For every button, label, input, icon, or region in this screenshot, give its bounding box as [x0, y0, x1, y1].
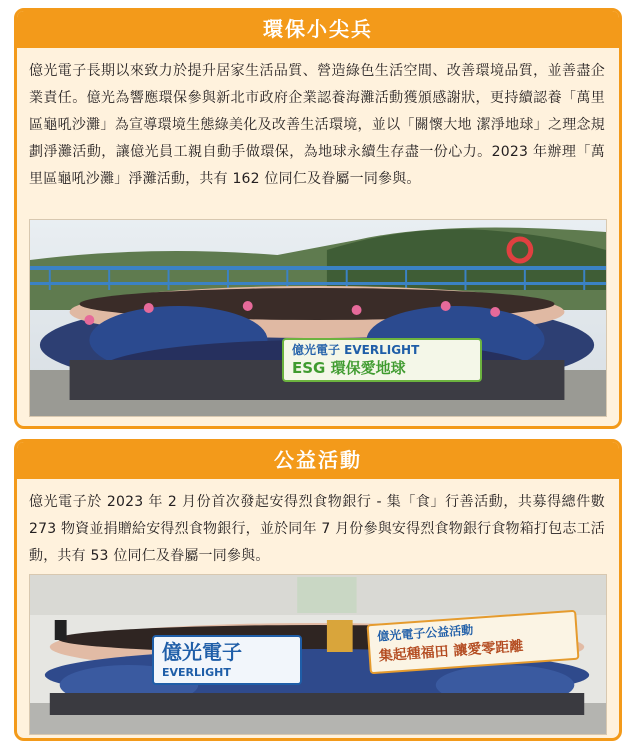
- banner-line-2: ESG 環保愛地球: [292, 359, 406, 377]
- beach-cleanup-photo: [29, 219, 607, 417]
- section-title: 環保小尖兵: [17, 11, 619, 48]
- section-charity-events: [14, 439, 622, 741]
- banner-right-line-2: 集起種福田 讓愛零距離: [378, 638, 524, 665]
- banner-line-1: 億光電子 EVERLIGHT: [292, 343, 420, 357]
- everlight-banner: [152, 635, 302, 685]
- section-paragraph: 億光電子長期以來致力於提升居家生活品質、營造綠色生活空間、改善環境品質，並善盡企業責任。億光為響應環保參與新北市政府企業認養海灘活動獲頒感謝狀，更持續認養「萬里區龜吼沙灘」為宣導環境生態綠美化及改善生活環境，並以「關懷大地 潔淨地球」之理念規劃淨灘活動，讓億光員工親自動手做環保，為地球永續生存盡一份心力。2023 年辦理「萬里區龜吼沙灘」淨灘活動，共有 162 位同仁及眷屬一同參與。: [29, 63, 605, 187]
- section-title: 公益活動: [17, 442, 619, 479]
- beach-cleanup-illustration: [30, 220, 606, 416]
- section-paragraph: 億光電子於 2023 年 2 月份首次發起安得烈食物銀行 - 集「食」行善活動，共募得總件數 273 物資並捐贈給安得烈食物銀行，並於同年 7 月份參與安得烈食物銀行食物箱打包志工活動，共有 53 位同仁及眷屬一同參與。: [29, 494, 605, 564]
- banner-left-line-1: 億光電子: [162, 640, 242, 664]
- section-eco-guardians: [14, 8, 622, 429]
- food-bank-volunteer-photo: [29, 574, 607, 735]
- banner-right-line-1: 億光電子公益活動: [376, 622, 474, 644]
- esg-banner: [282, 338, 482, 382]
- banner-left-line-2: EVERLIGHT: [162, 666, 231, 679]
